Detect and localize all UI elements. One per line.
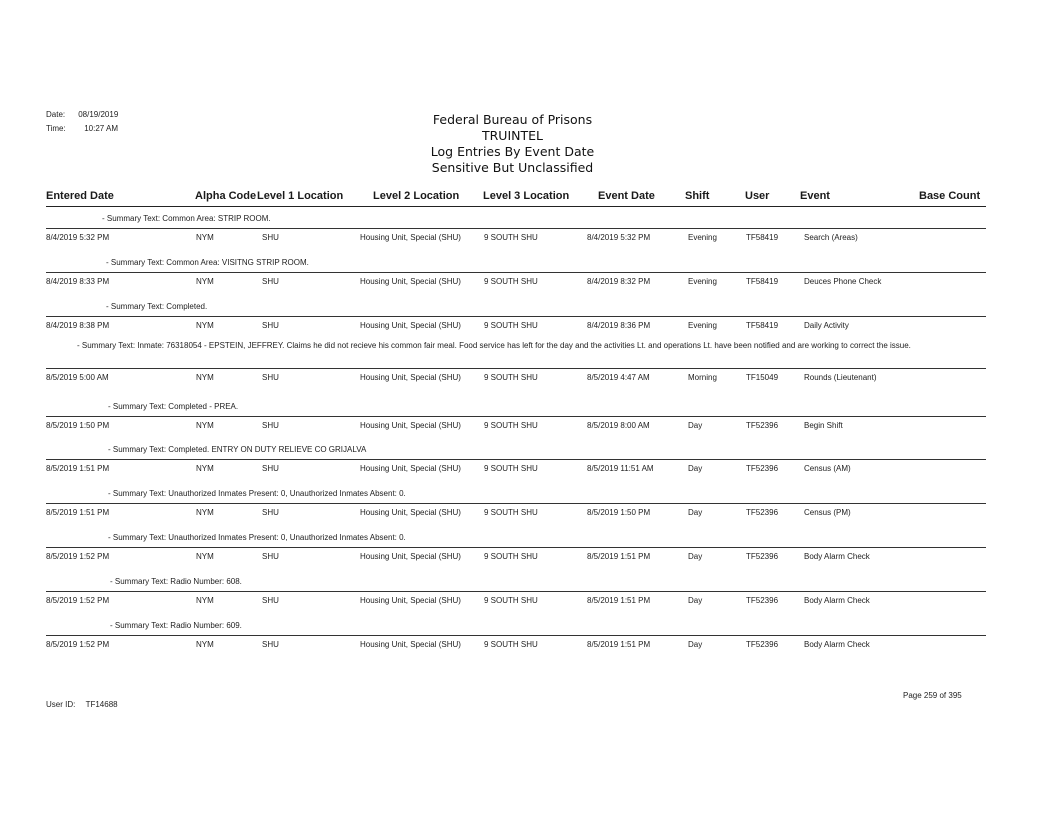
level1-location: SHU	[262, 277, 279, 286]
row-divider	[46, 503, 986, 504]
entered-date: 8/5/2019 1:51 PM	[46, 464, 110, 473]
event-name: Body Alarm Check	[804, 640, 870, 649]
entered-date: 8/5/2019 1:51 PM	[46, 508, 110, 517]
level2-location: Housing Unit, Special (SHU)	[360, 640, 461, 649]
shift: Day	[688, 552, 703, 561]
col-shift: Shift	[685, 190, 710, 202]
alpha-code: NYM	[196, 508, 214, 517]
summary-text: - Summary Text: Radio Number: 608.	[110, 577, 242, 586]
time-label: Time:	[46, 124, 66, 133]
col-alpha-code: Alpha Code	[195, 190, 257, 202]
level3-location: 9 SOUTH SHU	[484, 321, 538, 330]
col-level1-location: Level 1 Location	[257, 190, 344, 202]
agency-title: Federal Bureau of Prisons	[432, 112, 593, 127]
shift: Day	[688, 464, 703, 473]
user-id: TF52396	[746, 508, 779, 517]
row-divider	[46, 547, 986, 548]
entered-date: 8/5/2019 1:52 PM	[46, 640, 110, 649]
report-date	[46, 110, 118, 119]
system-title: TRUINTEL	[481, 128, 543, 143]
user-id: TF52396	[746, 464, 779, 473]
level3-location: 9 SOUTH SHU	[484, 640, 538, 649]
entered-date: 8/4/2019 8:38 PM	[46, 321, 110, 330]
level3-location: 9 SOUTH SHU	[484, 373, 538, 382]
entered-date: 8/5/2019 1:50 PM	[46, 421, 110, 430]
event-date: 8/5/2019 11:51 AM	[587, 464, 654, 473]
event-date: 8/5/2019 1:51 PM	[587, 552, 651, 561]
event-name: Rounds (Lieutenant)	[804, 373, 877, 382]
report-time	[46, 124, 118, 133]
event-name: Search (Areas)	[804, 233, 858, 242]
row-divider	[46, 272, 986, 273]
user-id-label: User ID:	[46, 700, 76, 709]
level1-location: SHU	[262, 233, 279, 242]
summary-text: - Summary Text: Common Area: STRIP ROOM.	[102, 214, 271, 223]
alpha-code: NYM	[196, 421, 214, 430]
level2-location: Housing Unit, Special (SHU)	[360, 596, 461, 605]
entered-date: 8/4/2019 8:33 PM	[46, 277, 110, 286]
level2-location: Housing Unit, Special (SHU)	[360, 277, 461, 286]
user-id: TF58419	[746, 321, 779, 330]
level3-location: 9 SOUTH SHU	[484, 233, 538, 242]
alpha-code: NYM	[196, 464, 214, 473]
shift: Day	[688, 421, 703, 430]
level1-location: SHU	[262, 464, 279, 473]
event-date: 8/4/2019 8:32 PM	[587, 277, 651, 286]
event-name: Body Alarm Check	[804, 552, 870, 561]
alpha-code: NYM	[196, 373, 214, 382]
time-value: 10:27 AM	[84, 124, 119, 133]
row-divider	[46, 591, 986, 592]
level1-location: SHU	[262, 508, 279, 517]
shift: Day	[688, 640, 703, 649]
summary-text: - Summary Text: Unauthorized Inmates Present: 0, Unauthorized Inmates Absent: 0.	[108, 533, 406, 542]
column-header-row	[46, 184, 986, 207]
col-level2-location: Level 2 Location	[373, 190, 460, 202]
alpha-code: NYM	[196, 321, 214, 330]
shift: Evening	[688, 233, 717, 242]
summary-text: - Summary Text: Inmate: 76318054 - EPSTEIN, JEFFREY. Claims he did not recieve his common fair meal. Food service has left for the day and the activities Lt. and operations Lt. have been notified and are working to correct the issue.	[77, 341, 911, 350]
row-divider	[46, 228, 986, 229]
alpha-code: NYM	[196, 233, 214, 242]
row-divider	[46, 416, 986, 417]
report-title-block	[380, 112, 645, 176]
level3-location: 9 SOUTH SHU	[484, 596, 538, 605]
date-value: 08/19/2019	[78, 110, 119, 119]
level1-location: SHU	[262, 421, 279, 430]
entered-date: 8/5/2019 1:52 PM	[46, 596, 110, 605]
event-date: 8/4/2019 5:32 PM	[587, 233, 651, 242]
shift: Evening	[688, 277, 717, 286]
user-id: TF15049	[746, 373, 779, 382]
user-id: TF52396	[746, 640, 779, 649]
row-divider	[46, 368, 986, 369]
alpha-code: NYM	[196, 596, 214, 605]
user-id-value: TF14688	[85, 700, 118, 709]
summary-text: - Summary Text: Completed.	[106, 302, 208, 311]
user-id: TF52396	[746, 421, 779, 430]
row-divider	[46, 635, 986, 636]
page-number: Page 259 of 395	[903, 691, 962, 700]
shift: Evening	[688, 321, 717, 330]
shift: Day	[688, 508, 703, 517]
date-label: Date:	[46, 110, 66, 119]
event-name: Begin Shift	[804, 421, 843, 430]
col-event: Event	[800, 190, 830, 202]
level3-location: 9 SOUTH SHU	[484, 464, 538, 473]
entered-date: 8/5/2019 1:52 PM	[46, 552, 110, 561]
user-id: TF52396	[746, 552, 779, 561]
summary-text: - Summary Text: Unauthorized Inmates Present: 0, Unauthorized Inmates Absent: 0.	[108, 489, 406, 498]
event-date: 8/5/2019 1:50 PM	[587, 508, 651, 517]
report-title: Log Entries By Event Date	[430, 144, 595, 159]
footer-user-id	[46, 700, 118, 709]
level2-location: Housing Unit, Special (SHU)	[360, 552, 461, 561]
user-id: TF58419	[746, 233, 779, 242]
user-id: TF52396	[746, 596, 779, 605]
event-name: Census (PM)	[804, 508, 851, 517]
event-date: 8/5/2019 8:00 AM	[587, 421, 650, 430]
event-name: Deuces Phone Check	[804, 277, 882, 286]
level2-location: Housing Unit, Special (SHU)	[360, 321, 461, 330]
level3-location: 9 SOUTH SHU	[484, 508, 538, 517]
level2-location: Housing Unit, Special (SHU)	[360, 421, 461, 430]
col-event-date: Event Date	[598, 190, 655, 202]
alpha-code: NYM	[196, 277, 214, 286]
summary-text: - Summary Text: Completed - PREA.	[108, 402, 239, 411]
row-divider	[46, 316, 986, 317]
user-id: TF58419	[746, 277, 779, 286]
col-user: User	[745, 190, 770, 202]
event-name: Daily Activity	[804, 321, 849, 330]
level1-location: SHU	[262, 552, 279, 561]
summary-text: - Summary Text: Radio Number: 609.	[110, 621, 242, 630]
summary-text: - Summary Text: Completed. ENTRY ON DUTY RELIEVE CO GRIJALVA	[108, 445, 367, 454]
level3-location: 9 SOUTH SHU	[484, 421, 538, 430]
alpha-code: NYM	[196, 640, 214, 649]
event-date: 8/5/2019 1:51 PM	[587, 640, 651, 649]
event-date: 8/4/2019 8:36 PM	[587, 321, 651, 330]
level2-location: Housing Unit, Special (SHU)	[360, 508, 461, 517]
event-date: 8/5/2019 4:47 AM	[587, 373, 650, 382]
level1-location: SHU	[262, 373, 279, 382]
alpha-code: NYM	[196, 552, 214, 561]
level1-location: SHU	[262, 596, 279, 605]
level2-location: Housing Unit, Special (SHU)	[360, 233, 461, 242]
event-name: Census (AM)	[804, 464, 851, 473]
level1-location: SHU	[262, 640, 279, 649]
classification-label: Sensitive But Unclassified	[431, 160, 594, 175]
level1-location: SHU	[262, 321, 279, 330]
col-base-count: Base Count	[919, 190, 981, 202]
col-level3-location: Level 3 Location	[483, 190, 570, 202]
level2-location: Housing Unit, Special (SHU)	[360, 464, 461, 473]
row-divider	[46, 459, 986, 460]
entered-date: 8/4/2019 5:32 PM	[46, 233, 110, 242]
shift: Morning	[688, 373, 717, 382]
level2-location: Housing Unit, Special (SHU)	[360, 373, 461, 382]
shift: Day	[688, 596, 703, 605]
level3-location: 9 SOUTH SHU	[484, 552, 538, 561]
summary-text: - Summary Text: Common Area: VISITNG STRIP ROOM.	[106, 258, 309, 267]
level3-location: 9 SOUTH SHU	[484, 277, 538, 286]
col-entered-date: Entered Date	[46, 190, 114, 202]
entered-date: 8/5/2019 5:00 AM	[46, 373, 109, 382]
event-name: Body Alarm Check	[804, 596, 870, 605]
event-date: 8/5/2019 1:51 PM	[587, 596, 651, 605]
